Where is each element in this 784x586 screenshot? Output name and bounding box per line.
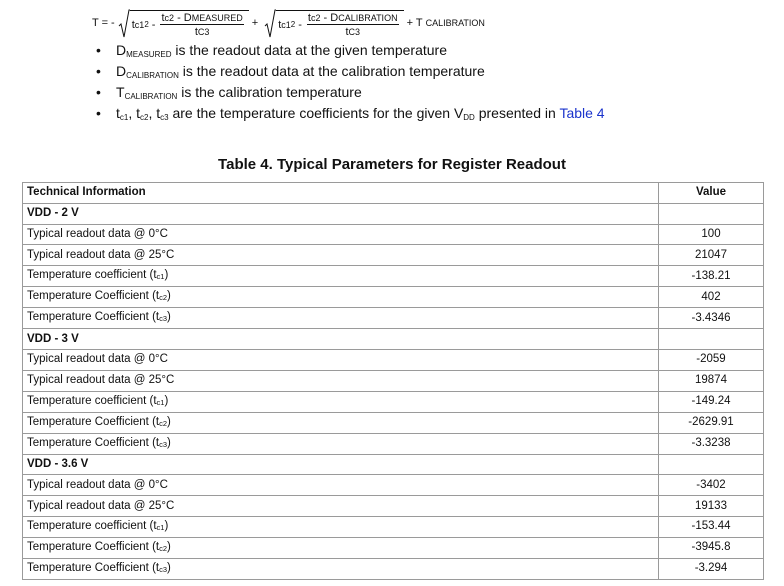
group-header-row	[23, 203, 764, 224]
radical-icon	[264, 7, 276, 39]
table-row: Temperature coefficient (tc1) -149.24	[23, 391, 764, 412]
list-item: • $T_{CALIBRATION}$ is the calibration temperature	[96, 82, 605, 103]
table-row: Typical readout data @ 0°C 100	[23, 224, 764, 245]
group-title: VDD - 2 V	[23, 203, 659, 224]
table-row: Temperature Coefficient (tc2) -3945.8	[23, 537, 764, 558]
fraction-measured: $\frac{\text{tc2 - DMEASURED}}{tC3}$	[161, 12, 243, 38]
table-row: Typical readout data @ 25°C 19133	[23, 496, 764, 517]
temperature-formula: T = - t c1 2 - $\frac{\text{tc2 - DMEASURED}}{tC3}$ + t c1 2 - $\frac{\text{tc2 - DCALIBRATION}}{tC3}$ + T CALIBRATION	[92, 6, 485, 40]
table-header-row	[23, 183, 764, 204]
table-row: Temperature Coefficient (tc3) -3.4346	[23, 308, 764, 329]
definition-list	[96, 40, 605, 124]
radical-icon	[118, 7, 130, 39]
table-row: Temperature coefficient (tc1) -138.21	[23, 266, 764, 287]
table-row: Temperature Coefficient (tc2) -2629.91	[23, 412, 764, 433]
list-item: • $t_{c1}$, $t_{c2}$, $t_{c3}$ are the temperature coefficients for the given $V_{DD}$ presented in Table 4	[96, 103, 605, 124]
table-row: Temperature coefficient (tc1) -153.44	[23, 516, 764, 537]
parameters-table	[22, 182, 764, 580]
table-row: Typical readout data @ 0°C -2059	[23, 349, 764, 370]
group-title: VDD - 3.6 V	[23, 454, 659, 475]
table-4-link[interactable]: Table 4	[559, 105, 605, 121]
table-row: Typical readout data @ 25°C 19874	[23, 370, 764, 391]
table-row: Temperature Coefficient (tc2) 402	[23, 287, 764, 308]
list-item: • $D_{MEASURED}$ is the readout data at the given temperature	[96, 40, 605, 61]
sqrt-term-calibration: t c1 2 - $\frac{\text{tc2 - DCALIBRATION}}{tC3}$	[264, 7, 403, 39]
list-item: • $D_{CALIBRATION}$ is the readout data at the calibration temperature	[96, 61, 605, 82]
group-header-row	[23, 454, 764, 475]
table-row: Temperature Coefficient (tc3) -3.294	[23, 558, 764, 579]
sqrt-term-measured: t c1 2 - $\frac{\text{tc2 - DMEASURED}}{tC3}$	[118, 7, 249, 39]
table-caption: Table 4. Typical Parameters for Register Readout	[218, 156, 566, 173]
formula-lhs: T = -	[92, 17, 115, 29]
group-title: VDD - 3 V	[23, 329, 659, 350]
header-value: Value	[659, 183, 764, 204]
header-technical-information: Technical Information	[23, 183, 659, 204]
table-row: Typical readout data @ 0°C -3402	[23, 475, 764, 496]
fraction-calibration: $\frac{\text{tc2 - DCALIBRATION}}{tC3}$	[307, 12, 398, 38]
table-row: Typical readout data @ 25°C 21047	[23, 245, 764, 266]
group-header-row	[23, 329, 764, 350]
table-row: Temperature Coefficient (tc3) -3.3238	[23, 433, 764, 454]
